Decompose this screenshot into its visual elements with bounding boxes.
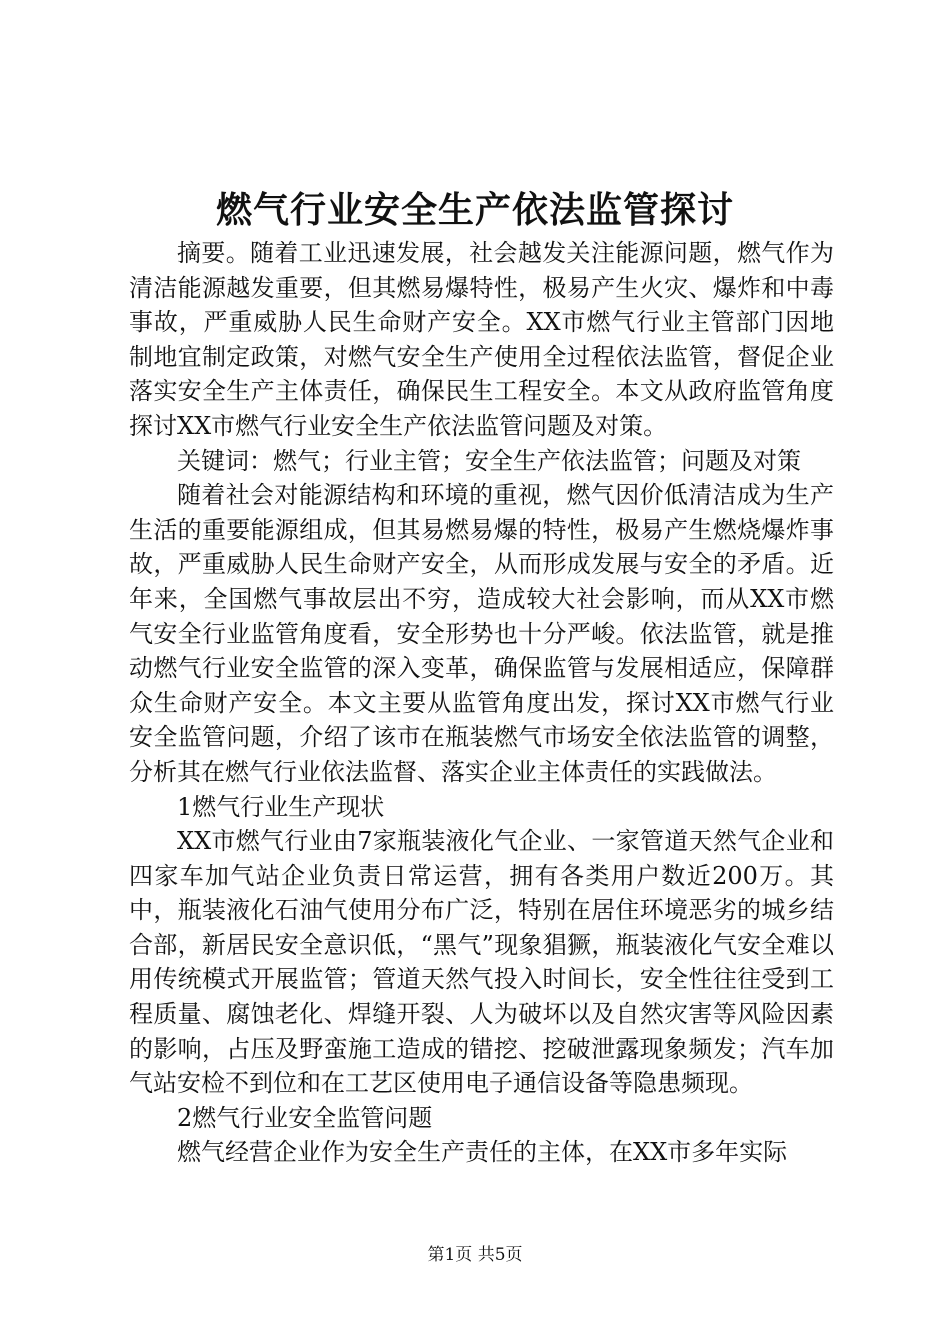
document-title: 燃气行业安全生产依法监管探讨 <box>215 189 734 231</box>
section-heading-1: 1燃气行业生产现状 <box>177 792 385 821</box>
document-body <box>129 236 834 1170</box>
section-1-paragraph: XX市燃气行业由7家瓶装液化气企业、一家管道天然气企业和四家车加气站企业负责日常运营，拥有各类用户数近200万。其中，瓶装液化石油气使用分布广泛，特别在居住环境恶劣的城乡结合部，新居民安全意识低，“黑气”现象猖獗，瓶装液化气安全难以用传统模式开展监管；管道天然气投入时间长，安全性往往受到工程质量、腐蚀老化、焊缝开裂、人为破坏以及自然灾害等风险因素的影响，占压及野蛮施工造成的错挖、挖破泄露现象频发；汽车加气站安检不到位和在工艺区使用电子通信设备等隐患频现。 <box>129 827 834 1098</box>
keywords-paragraph: 关键词：燃气；行业主管；安全生产依法监管；问题及对策 <box>177 446 801 475</box>
intro-paragraph: 随着社会对能源结构和环境的重视，燃气因价低清洁成为生产生活的重要能源组成，但其易燃易爆的特性，极易产生燃烧爆炸事故，严重威胁人民生命财产安全，从而形成发展与安全的矛盾。近年来，全国燃气事故层出不穷，造成较大社会影响，而从XX市燃气安全行业监管角度看，安全形势也十分严峻。依法监管，就是推动燃气行业安全监管的深入变革，确保监管与发展相适应，保障群众生命财产安全。本文主要从监管角度出发，探讨XX市燃气行业安全监管问题，介绍了该市在瓶装燃气市场安全依法监管的调整，分析其在燃气行业依法监督、落实企业主体责任的实践做法。 <box>129 481 834 786</box>
abstract-paragraph: 摘要。随着工业迅速发展，社会越发关注能源问题，燃气作为清洁能源越发重要，但其燃易爆特性，极易产生火灾、爆炸和中毒事故，严重威胁人民生命财产安全。XX市燃气行业主管部门因地制地宜制定政策，对燃气安全生产使用全过程依法监管，督促企业落实安全生产主体责任，确保民生工程安全。本文从政府监管角度探讨XX市燃气行业安全生产依法监管问题及对策。 <box>129 239 834 440</box>
section-heading-2: 2燃气行业安全监管问题 <box>177 1103 433 1132</box>
page-footer: 第1页 共5页 <box>427 1245 523 1265</box>
section-2-paragraph: 燃气经营企业作为安全生产责任的主体，在XX市多年实际 <box>177 1138 788 1167</box>
